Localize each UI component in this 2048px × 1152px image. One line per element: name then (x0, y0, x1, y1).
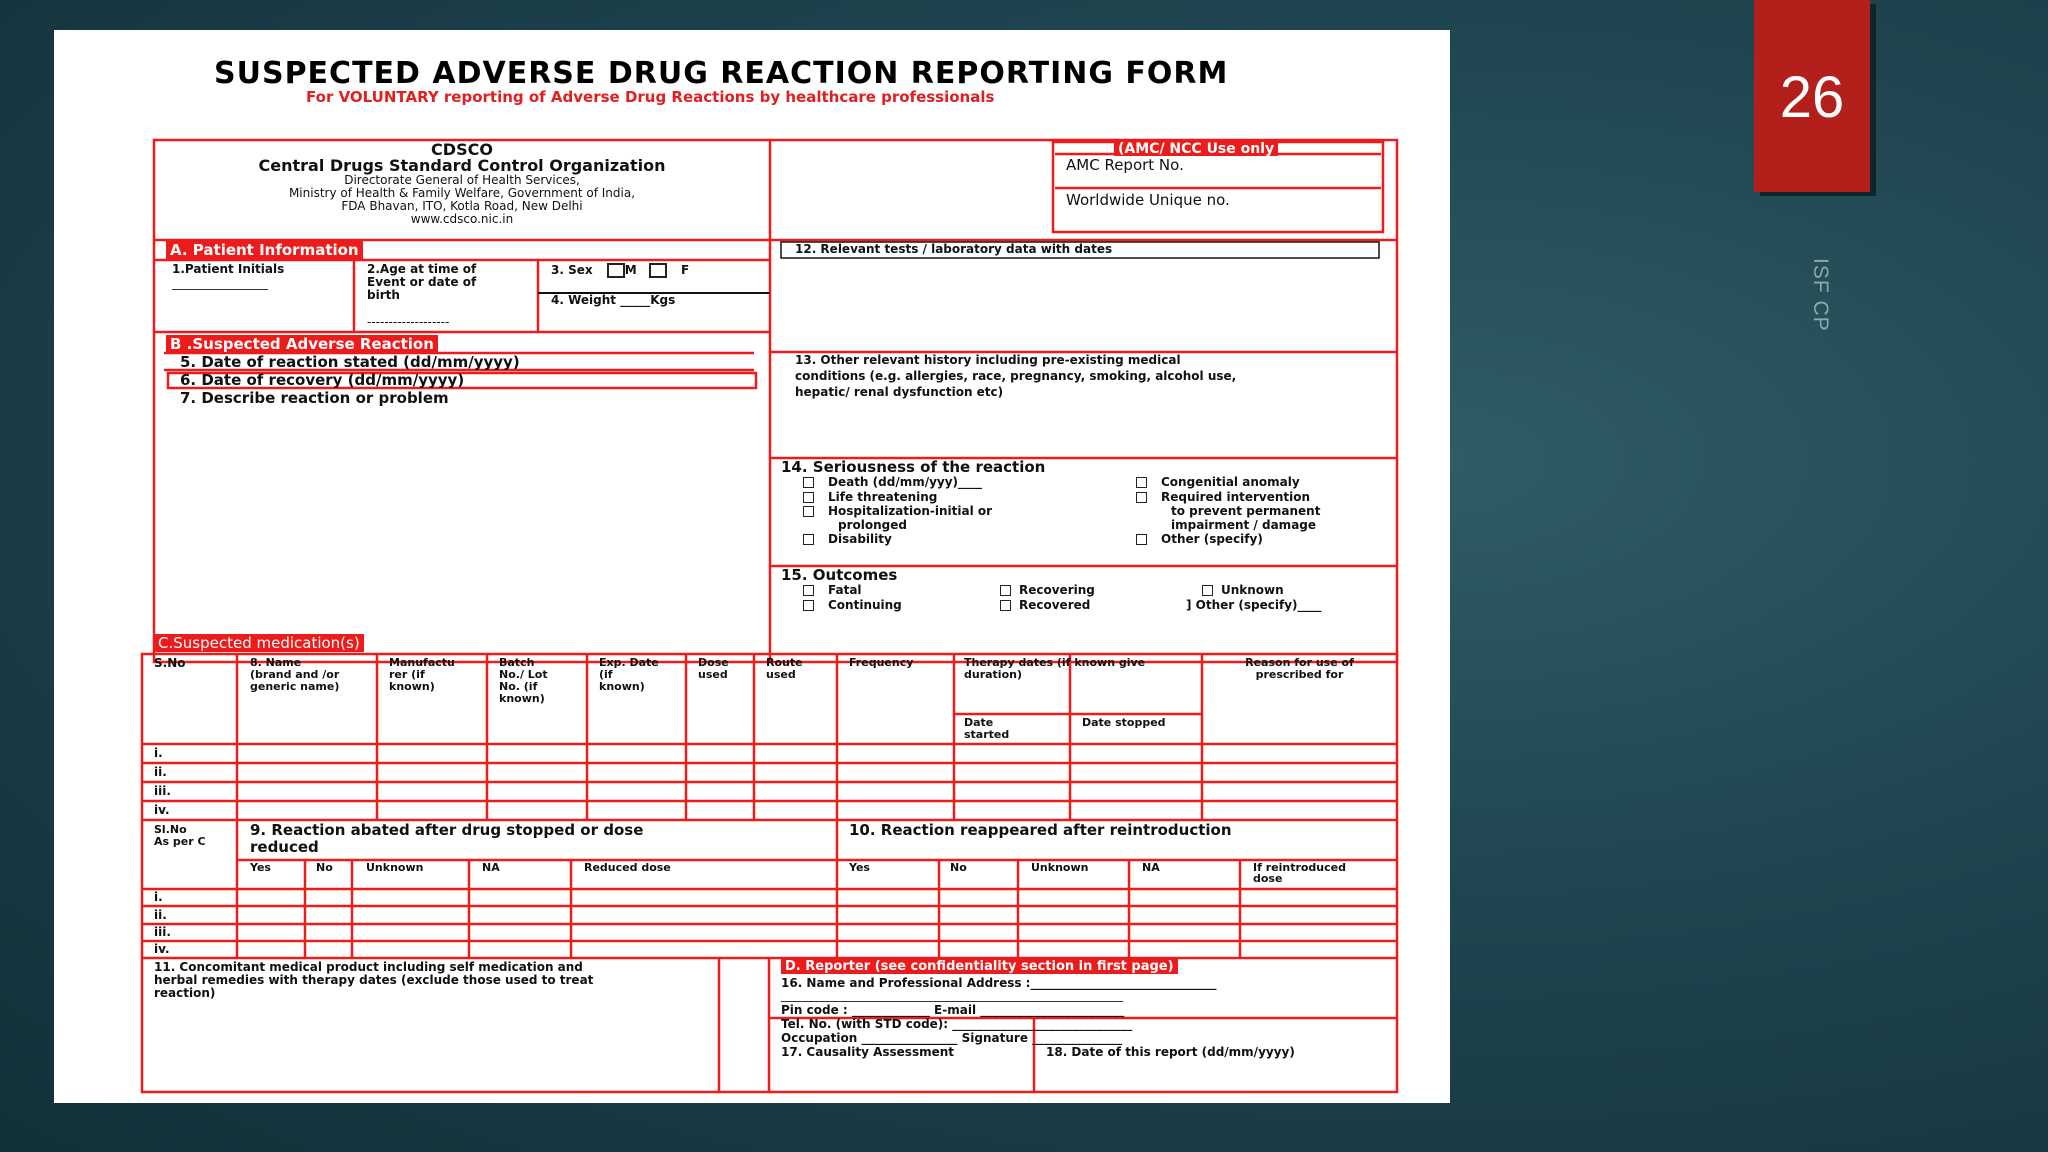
age-label-2: Event or date of (367, 275, 477, 289)
outcome-other-bracket: ] (1186, 598, 1196, 612)
form-title: SUSPECTED ADVERSE DRUG REACTION REPORTING FORM (214, 56, 1229, 91)
org-name: Central Drugs Standard Control Organization (258, 156, 666, 175)
seriousness-congenital[interactable] (1136, 476, 1300, 489)
col-exp-2: (if (599, 668, 613, 681)
f9-yes: Yes (250, 861, 271, 874)
col-name-1: 8. Name (250, 656, 302, 669)
col-reason-1: Reason for use of (1245, 656, 1354, 669)
outcome-fatal[interactable] (803, 584, 862, 597)
intervention-checkbox[interactable] (1136, 492, 1147, 503)
death-checkbox[interactable] (803, 477, 814, 488)
sex-m-label: M (624, 263, 637, 277)
outcome-unknown[interactable] (1202, 584, 1284, 597)
f9-na: NA (482, 861, 500, 874)
life-threatening-label: Life threatening (828, 490, 938, 504)
age-field[interactable]: ------------------- (367, 315, 450, 329)
col-stopped: Date stopped (1082, 716, 1166, 729)
field-11-line1: 11. Concomitant medical product including self medication and (154, 960, 583, 974)
outcome-continuing[interactable] (803, 599, 902, 612)
field-13-line3: hepatic/ renal dysfunction etc) (795, 385, 1004, 399)
section-a-title: A. Patient Information (166, 241, 363, 259)
death-label: Death (dd/mm/yyy)____ (828, 475, 983, 489)
fatal-label: Fatal (828, 583, 862, 597)
react-row-4: iv. (154, 942, 170, 956)
react-row-2: ii. (154, 908, 167, 922)
continuing-checkbox[interactable] (803, 600, 814, 611)
f10-na: NA (1142, 861, 1160, 874)
disability-checkbox[interactable] (803, 534, 814, 545)
field-11-line2: herbal remedies with therapy dates (exclude those used to treat (154, 973, 594, 987)
col-name-2: (brand and /or (250, 668, 340, 681)
worldwide-unique-no: Worldwide Unique no. (1066, 191, 1230, 209)
outcome-unknown-label: Unknown (1221, 583, 1284, 597)
f10-reint-2: dose (1253, 872, 1283, 885)
outcome-other[interactable] (1186, 599, 1322, 612)
field-11-line3: reaction) (154, 986, 216, 1000)
hospitalization-checkbox[interactable] (803, 506, 814, 517)
reporter-address-line[interactable]: _________________________________________________________ (781, 988, 1123, 1002)
org-line2: Ministry of Health & Family Welfare, Government of India, (288, 186, 636, 200)
outcome-recovering[interactable] (1000, 584, 1095, 597)
section-c-title: C.Suspected medication(s) (154, 634, 364, 652)
react-row-1: i. (154, 890, 163, 904)
field-9-title-2: reduced (250, 838, 319, 856)
col-route-2: used (766, 668, 796, 681)
outcome-unknown-checkbox[interactable] (1202, 585, 1213, 596)
col-man-2: rer (if (389, 668, 425, 681)
col-name-3: generic name) (250, 680, 340, 693)
slno-label-1: Sl.No (154, 823, 187, 836)
sex-f-checkbox[interactable] (649, 263, 667, 278)
f9-no: No (316, 861, 333, 874)
col-exp-1: Exp. Date (599, 656, 659, 669)
f10-reint-1: If reintroduced (1253, 861, 1346, 874)
col-man-3: known) (389, 680, 435, 693)
section-b-title: B .Suspected Adverse Reaction (166, 335, 438, 353)
slide-number: 26 (1779, 64, 1845, 130)
form-subtitle: For VOLUNTARY reporting of Adverse Drug Reactions by healthcare professionals (306, 88, 995, 106)
fatal-checkbox[interactable] (803, 585, 814, 596)
intervention-label: Required intervention (1161, 490, 1311, 504)
col-therapy-2: duration) (964, 668, 1022, 681)
col-started-1: Date (964, 716, 994, 729)
col-batch-4: known) (499, 692, 545, 705)
med-row-4: iv. (154, 803, 170, 817)
seriousness-disability[interactable] (803, 533, 892, 546)
org-website: www.cdsco.nic.in (410, 212, 514, 226)
outcome-other-label: Other (specify)____ (1195, 598, 1322, 612)
col-batch-1: Batch (499, 656, 535, 669)
reporter-occupation[interactable]: Occupation ________________ Signature _______________ (781, 1031, 1123, 1045)
col-route-1: Route (766, 656, 803, 669)
congenital-checkbox[interactable] (1136, 477, 1147, 488)
recovery-date-label[interactable]: 6. Date of recovery (dd/mm/yyyy) (180, 371, 465, 389)
seriousness-other-checkbox[interactable] (1136, 534, 1147, 545)
congenital-label: Congenitial anomaly (1161, 475, 1300, 489)
f10-unknown: Unknown (1031, 861, 1089, 874)
med-row-2: ii. (154, 765, 167, 779)
f9-reduced-dose: Reduced dose (584, 861, 671, 874)
seriousness-hosp[interactable] (803, 505, 992, 518)
report-date: 18. Date of this report (dd/mm/yyyy) (1046, 1045, 1295, 1059)
recovered-checkbox[interactable] (1000, 600, 1011, 611)
side-label: ISF CP (1809, 258, 1832, 332)
age-label-3: birth (367, 288, 400, 302)
f9-unknown: Unknown (366, 861, 424, 874)
col-reason-2: prescribed for (1255, 668, 1344, 681)
col-dose-2: used (698, 668, 728, 681)
slno-label-2: As per C (154, 835, 206, 848)
life-threatening-checkbox[interactable] (803, 492, 814, 503)
col-exp-3: known) (599, 680, 645, 693)
patient-initials-label: 1.Patient Initials (172, 262, 285, 276)
seriousness-intervention[interactable] (1136, 491, 1310, 504)
f10-no: No (950, 861, 967, 874)
disability-label: Disability (828, 532, 892, 546)
field-14-title: 14. Seriousness of the reaction (781, 458, 1046, 476)
seriousness-other[interactable] (1136, 533, 1263, 546)
continuing-label: Continuing (828, 598, 902, 612)
recovering-label: Recovering (1019, 583, 1095, 597)
reporter-name-address[interactable]: 16. Name and Professional Address :_______________________________ (781, 976, 1217, 990)
seriousness-life[interactable] (803, 491, 937, 504)
describe-reaction-label: 7. Describe reaction or problem (180, 389, 449, 407)
react-row-3: iii. (154, 925, 171, 939)
causality-assessment: 17. Causality Assessment (781, 1045, 955, 1059)
sex-m-checkbox[interactable] (607, 263, 625, 278)
age-label-1: 2.Age at time of (367, 262, 477, 276)
col-sno: S.No (154, 656, 186, 670)
amc-report-no: AMC Report No. (1066, 156, 1184, 174)
amc-header: (AMC/ NCC Use only (1114, 142, 1278, 156)
slide-number-tab (1754, 0, 1870, 192)
hospitalization-label: Hospitalization-initial or (828, 504, 993, 518)
form-page (54, 30, 1450, 1103)
col-frequency: Frequency (849, 656, 914, 669)
org-abbr: CDSCO (431, 140, 493, 159)
field-12-label: 12. Relevant tests / laboratory data with dates (795, 242, 1113, 256)
col-started-2: started (964, 728, 1010, 741)
col-therapy-1: Therapy dates (if known give (964, 656, 1146, 669)
seriousness-other-label: Other (specify) (1161, 532, 1263, 546)
f10-yes: Yes (849, 861, 870, 874)
field-13-line1: 13. Other relevant history including pre-existing medical (795, 353, 1181, 367)
org-line3: FDA Bhavan, ITO, Kotla Road, New Delhi (341, 199, 583, 213)
intervention-label-3: impairment / damage (1171, 518, 1317, 532)
reaction-date-label[interactable]: 5. Date of reaction stated (dd/mm/yyyy) (180, 353, 520, 371)
field-10-title: 10. Reaction reappeared after reintroduction (849, 821, 1232, 839)
reporter-tel[interactable]: Tel. No. (with STD code): ______________________________ (781, 1017, 1133, 1031)
reporter-pin-email[interactable]: Pin code : _____________ E-mail ________________________ (781, 1003, 1125, 1017)
recovering-checkbox[interactable] (1000, 585, 1011, 596)
med-row-3: iii. (154, 784, 171, 798)
med-row-1: i. (154, 746, 163, 760)
recovered-label: Recovered (1019, 598, 1091, 612)
patient-initials-field[interactable]: ________________ (172, 276, 268, 290)
col-dose-1: Dose (698, 656, 729, 669)
col-batch-2: No./ Lot (499, 668, 548, 681)
sex-label-text: 3. Sex (551, 263, 593, 277)
section-d-title: D. Reporter (see confidentiality section in first page) (781, 959, 1178, 974)
hospitalization-label-2: prolonged (838, 518, 907, 532)
intervention-label-2: to prevent permanent (1171, 504, 1321, 518)
field-15-title: 15. Outcomes (781, 566, 898, 584)
outcome-recovered[interactable] (1000, 599, 1090, 612)
sex-label (551, 263, 689, 278)
seriousness-death[interactable] (803, 476, 982, 489)
col-man-1: Manufactu (389, 656, 455, 669)
field-9-title-1: 9. Reaction abated after drug stopped or dose (250, 821, 644, 839)
col-batch-3: No. (if (499, 680, 538, 693)
sex-f-label: F (680, 263, 690, 277)
weight-label[interactable]: 4. Weight _____Kgs (551, 293, 676, 307)
org-line1: Directorate General of Health Services, (344, 173, 580, 187)
field-13-line2: conditions (e.g. allergies, race, pregnancy, smoking, alcohol use, (795, 369, 1237, 383)
